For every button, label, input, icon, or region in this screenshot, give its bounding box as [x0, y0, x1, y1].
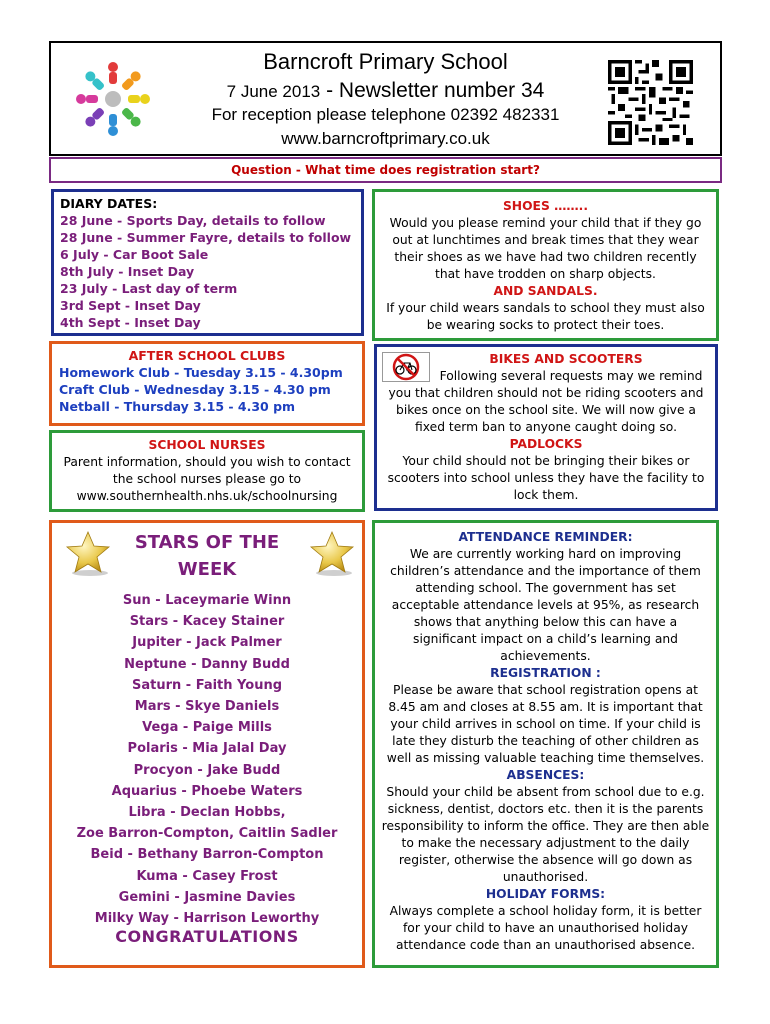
- stars-list: [52, 590, 362, 929]
- star-name: Sun - Laceymarie Winn: [122, 593, 292, 608]
- school-nurses-box: [49, 430, 365, 512]
- star-name: Kuma - Casey Frost: [136, 868, 278, 884]
- clubs-heading: AFTER SCHOOL CLUBS: [128, 348, 286, 363]
- padlocks-heading: PADLOCKS: [509, 437, 583, 451]
- attendance-text: We are currently working hard on improving children’s attendance and the importance of them attending school. The government has set acceptable attendance levels at 95%, as research shows that anything below this can have a significant impact on a child’s learning and achievements.: [390, 547, 701, 663]
- after-school-clubs-box: [49, 341, 365, 426]
- registration-heading: REGISTRATION :: [490, 666, 601, 680]
- reception-phone: For reception please telephone 02392 482331: [211, 105, 560, 124]
- club-item: Homework Club - Tuesday 3.15 - 4.30pm: [59, 365, 343, 380]
- nurses-heading: SCHOOL NURSES: [148, 438, 266, 452]
- star-name: Gemini - Jasmine Davies: [118, 889, 296, 905]
- diary-dates-box: [51, 189, 364, 336]
- congratulations-text: CONGRATULATIONS: [115, 927, 299, 946]
- sandals-text: If your child wears sandals to school they must also be wearing socks to protect their toes.: [386, 301, 705, 332]
- diary-item: 4th Sept - Inset Day: [60, 315, 201, 330]
- registration-text: Please be aware that school registration opens at 8.45 am and closes at 8.55 am. It is important that your child arrives in school on time. If your child is late they disturb the teaching of other children as well as missing valuable teaching time themselves.: [386, 683, 705, 765]
- nurses-text: Parent information, should you wish to contact the school nurses please go to www.southernhealth.nhs.uk/schoolnursing: [63, 455, 351, 503]
- shoes-box: [372, 189, 719, 341]
- absences-heading: ABSENCES:: [506, 768, 585, 782]
- star-name: Vega - Paige Mills: [142, 720, 272, 736]
- qr-code-icon[interactable]: [608, 60, 693, 145]
- shoes-heading: SHOES ……..: [502, 199, 589, 213]
- newsletter-number: - Newsletter number 34: [320, 79, 545, 102]
- shoes-text: Would you please remind your child that if they go out at lunchtimes and break times that they wear their shoes as we have had two children recently that have trodden on sharp objects.: [389, 216, 702, 281]
- star-name: Polaris - Mia Jalal Day: [127, 741, 287, 757]
- newsletter-header: [49, 41, 722, 156]
- diary-item: 28 June - Summer Fayre, details to follow: [60, 230, 352, 245]
- club-item: Netball - Thursday 3.15 - 4.30 pm: [59, 399, 296, 414]
- padlocks-text: Your child should not be bringing their bikes or scooters into school unless they have the facility to lock them.: [387, 454, 705, 502]
- absences-text: Should your child be absent from school due to e.g. sickness, dentist, doctors etc. then it is the parents responsibility to inform the office. They are then able to make the necessary adjustment to the daily register, otherwise the absence will go down as unauthorised.: [381, 785, 710, 884]
- star-icon: [64, 529, 112, 577]
- no-bikes-icon: [382, 352, 430, 382]
- attendance-box: [372, 520, 719, 968]
- diary-heading: DIARY DATES:: [60, 196, 158, 211]
- school-name: Barncroft Primary School: [263, 49, 508, 74]
- stars-title-line2: WEEK: [177, 559, 237, 580]
- star-name: Zoe Barron-Compton, Caitlin Sadler: [76, 826, 338, 842]
- star-name: Beid - Bethany Barron-Compton: [90, 847, 324, 863]
- attendance-heading: ATTENDANCE REMINDER:: [458, 530, 633, 544]
- issue-date: 7 June 2013: [226, 82, 321, 101]
- star-name: Milky Way - Harrison Leworthy: [94, 911, 320, 927]
- club-item: Craft Club - Wednesday 3.15 - 4.30 pm: [59, 382, 331, 397]
- question-banner: Question - What time does registration start?: [49, 157, 722, 183]
- stars-title-line1: STARS OF THE: [134, 532, 280, 553]
- star-icon: [308, 529, 356, 577]
- star-name: Aquarius - Phoebe Waters: [111, 783, 303, 799]
- diary-item: 8th July - Inset Day: [60, 264, 195, 279]
- stars-title: [112, 529, 302, 583]
- school-website[interactable]: www.barncroftprimary.co.uk: [281, 129, 490, 148]
- holiday-forms-text: Always complete a school holiday form, it is better for your child to have an unauthorised holiday attendance code than an unauthorised absence.: [389, 904, 702, 952]
- star-name: Procyon - Jake Budd: [133, 762, 281, 778]
- star-name: Jupiter - Jack Palmer: [132, 635, 282, 651]
- star-name: Libra - Declan Hobbs,: [128, 805, 286, 821]
- diary-item: 23 July - Last day of term: [60, 281, 238, 296]
- bikes-scooters-box: [374, 344, 718, 511]
- sandals-heading: AND SANDALS.: [493, 284, 598, 298]
- diary-item: 3rd Sept - Inset Day: [60, 298, 201, 313]
- diary-item: 28 June - Sports Day, details to follow: [60, 213, 326, 228]
- star-name: Mars - Skye Daniels: [134, 699, 280, 715]
- star-name: Saturn - Faith Young: [131, 677, 283, 693]
- bikes-heading: BIKES AND SCOOTERS: [489, 352, 643, 366]
- holiday-forms-heading: HOLIDAY FORMS:: [485, 887, 606, 901]
- diary-item: 6 July - Car Boot Sale: [60, 247, 209, 262]
- star-name: Neptune - Danny Budd: [124, 656, 290, 672]
- star-name: Stars - Kacey Stainer: [129, 614, 285, 630]
- stars-of-the-week-box: [49, 520, 365, 968]
- bikes-text: Following several requests may we remind you that children should not be riding scooters and bikes once on the school site. We will now give a fixed term ban to anyone caught doing so.: [388, 369, 704, 434]
